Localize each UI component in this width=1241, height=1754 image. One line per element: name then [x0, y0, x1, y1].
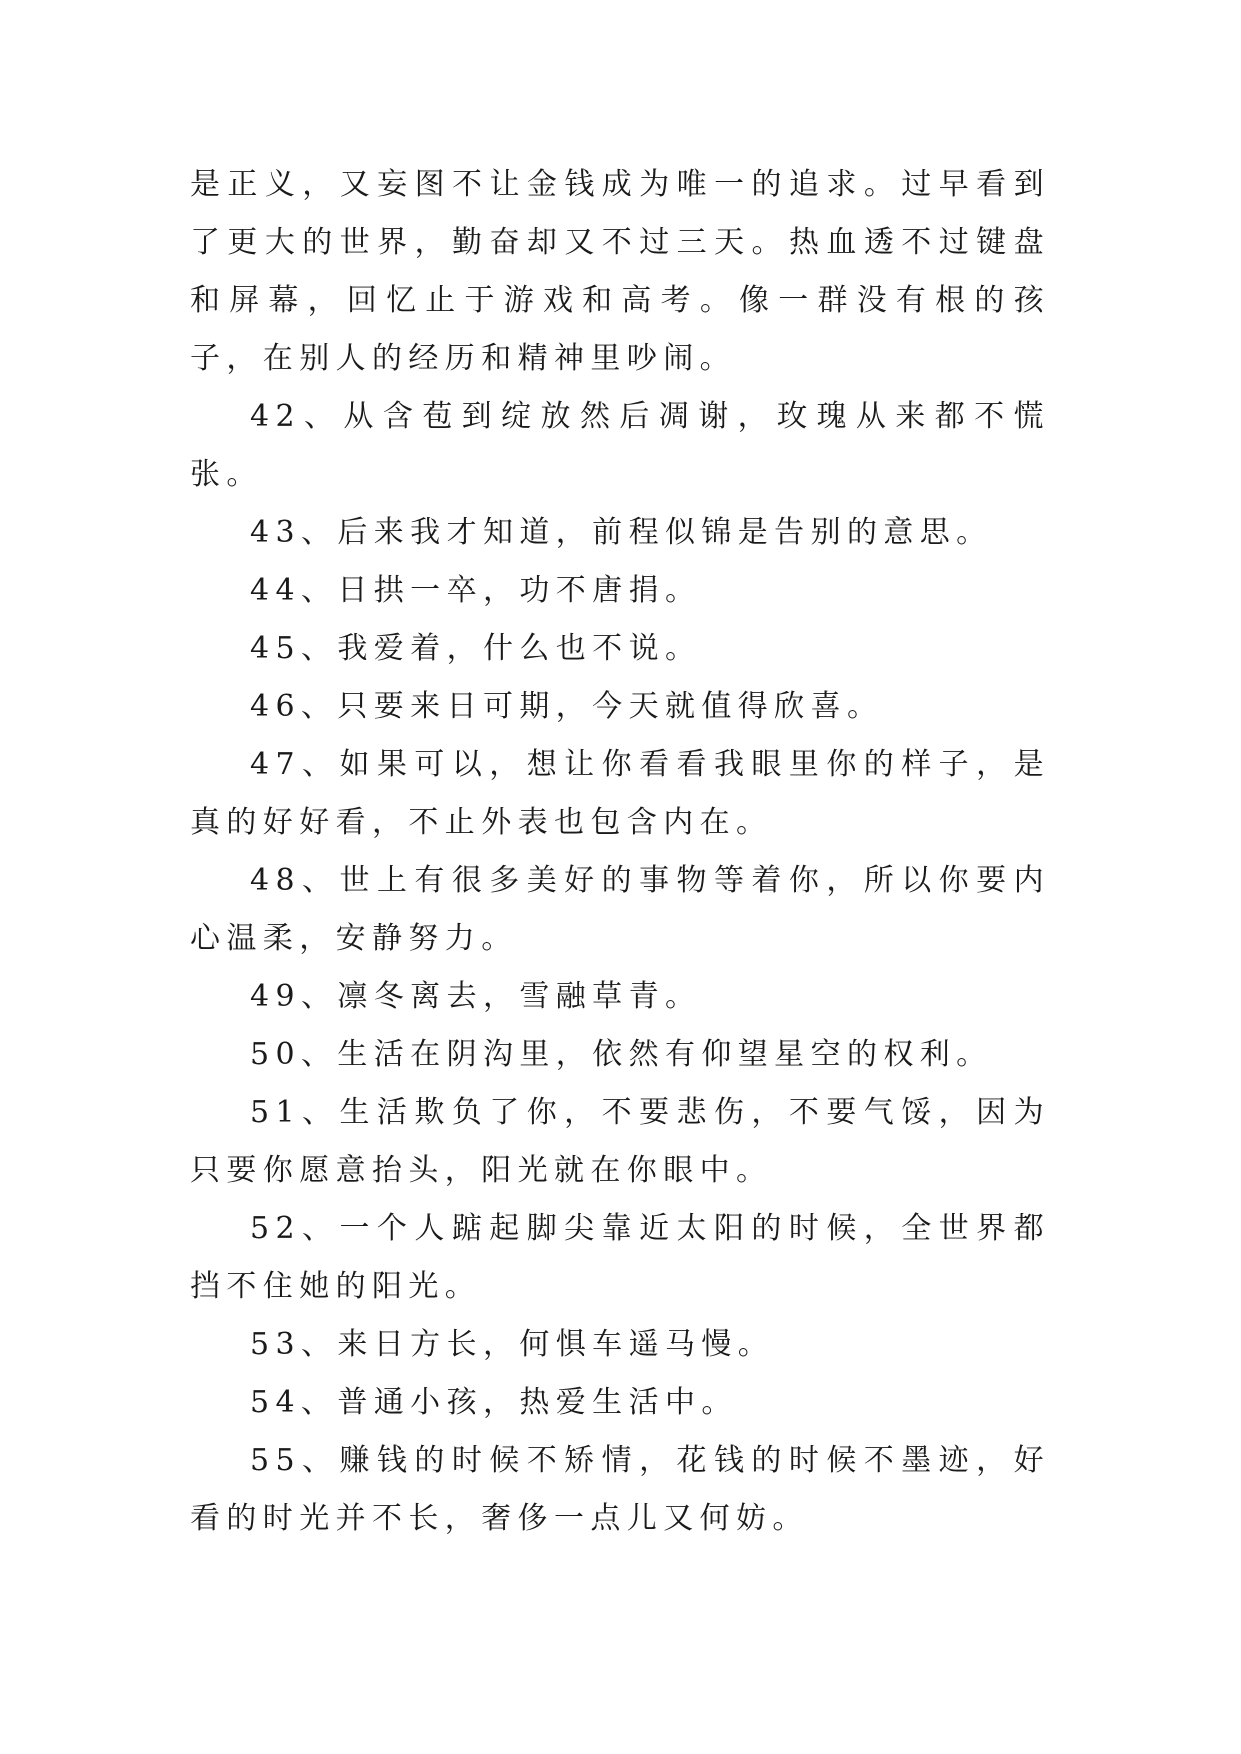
quote-item-47: 47、如果可以，想让你看看我眼里你的样子，是真的好好看，不止外表也包含内在。 [190, 747, 1050, 840]
document-page [190, 156, 1050, 1548]
quote-item-46: 46、只要来日可期，今天就值得欣喜。 [250, 689, 884, 724]
quote-item-45: 45、我爱着，什么也不说。 [250, 631, 702, 666]
quote-item-48: 48、世上有很多美好的事物等着你，所以你要内心温柔，安静努力。 [190, 863, 1050, 956]
quote-item-49: 49、凛冬离去，雪融草青。 [250, 979, 702, 1014]
quote-item-44: 44、日拱一卒，功不唐捐。 [250, 573, 702, 608]
quote-item-54: 54、普通小孩，热爱生活中。 [250, 1385, 738, 1420]
quote-item-53: 53、来日方长，何惧车遥马慢。 [250, 1327, 775, 1362]
quote-item-43: 43、后来我才知道，前程似锦是告别的意思。 [250, 515, 993, 550]
paragraph-continuation: 是正义，又妄图不让金钱成为唯一的追求。过早看到了更大的世界，勤奋却又不过三天。热血透不过键盘和屏幕，回忆止于游戏和高考。像一群没有根的孩子，在别人的经历和精神里吵闹。 [190, 167, 1050, 376]
quote-item-55: 55、赚钱的时候不矫情，花钱的时候不墨迹，好看的时光并不长，奢侈一点儿又何妨。 [190, 1443, 1050, 1536]
quote-item-50: 50、生活在阴沟里，依然有仰望星空的权利。 [250, 1037, 993, 1072]
quote-item-42: 42、从含苞到绽放然后凋谢，玫瑰从来都不慌张。 [190, 399, 1050, 492]
quote-item-51: 51、生活欺负了你，不要悲伤，不要气馁，因为只要你愿意抬头，阳光就在你眼中。 [190, 1095, 1050, 1188]
quote-item-52: 52、一个人踮起脚尖靠近太阳的时候，全世界都挡不住她的阳光。 [190, 1211, 1050, 1304]
